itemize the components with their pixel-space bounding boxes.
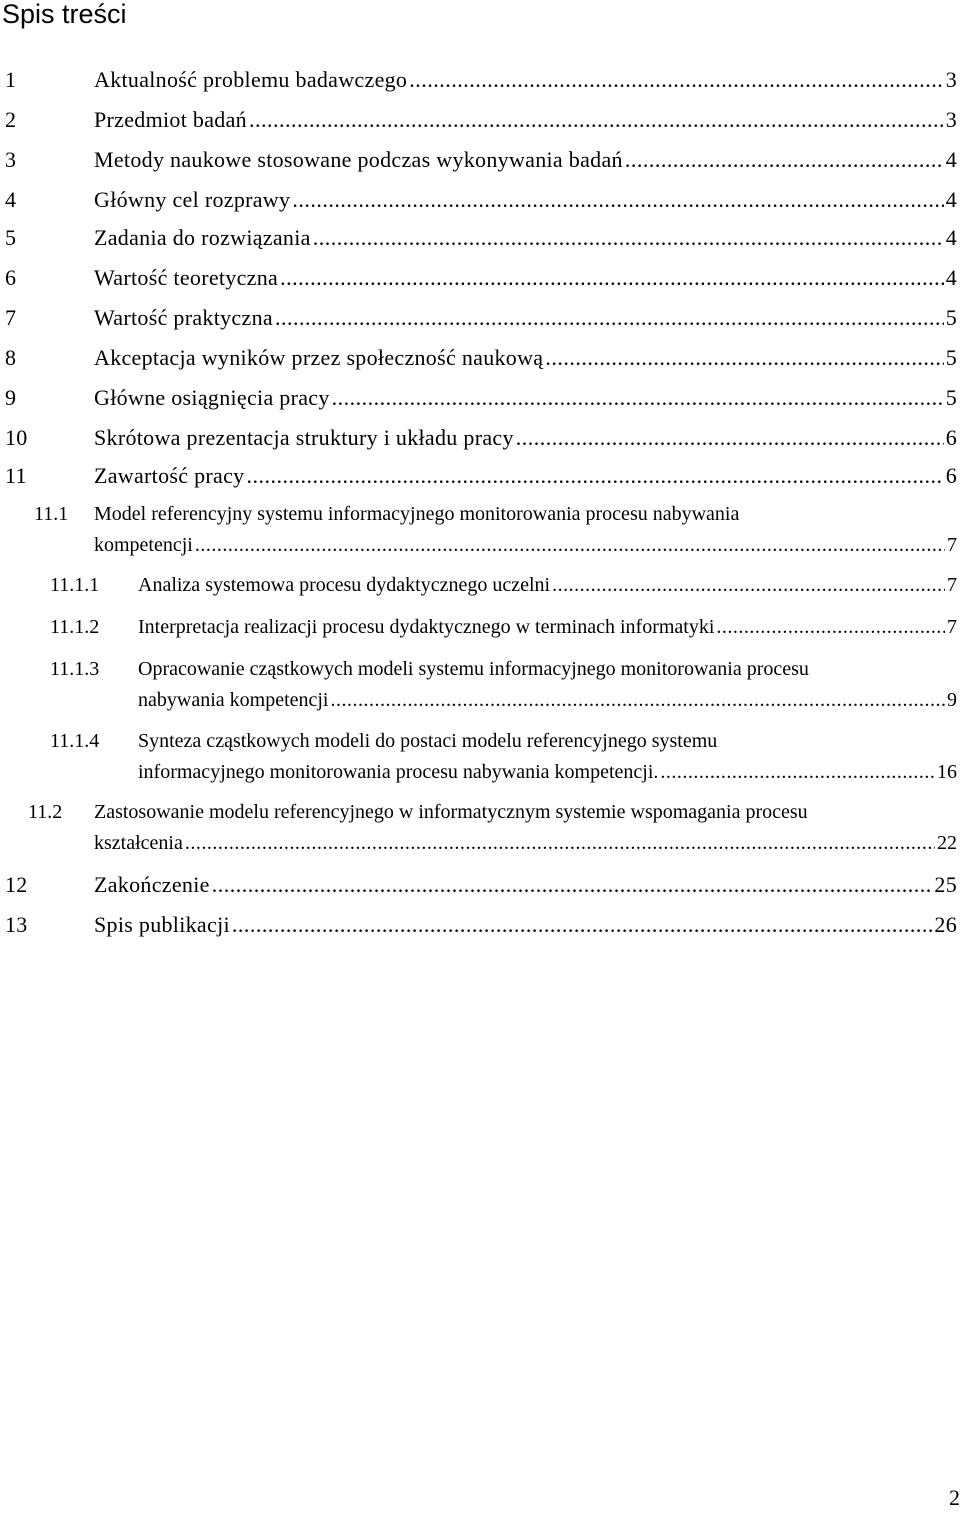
toc-entry-page: 16 (937, 761, 957, 783)
dot-leader (552, 571, 945, 600)
toc-entry-number: 11.1 (34, 503, 69, 525)
dot-leader (716, 613, 945, 642)
toc-entry-number: 12 (5, 872, 28, 897)
dot-leader (331, 686, 946, 715)
toc-entry-title: Wartość teoretyczna (94, 265, 279, 290)
dot-leader (545, 341, 943, 375)
toc-entry-title: Zawartość pracy (94, 463, 245, 488)
toc-entry-title: Przedmiot badań (94, 107, 247, 132)
toc-entry-title: Interpretacja realizacji procesu dydaktycznego w terminach informatyki (138, 616, 715, 638)
toc-entry-number: 3 (5, 147, 17, 172)
toc-entry-title: Skrótowa prezentacja struktury i układu pracy (94, 425, 514, 450)
toc-entry-page: 6 (945, 463, 957, 488)
page-title: Spis treści (2, 0, 127, 29)
toc-entry-title: informacyjnego monitorowania procesu nabywania kompetencji. (138, 761, 659, 783)
toc-entry-title-line1: Model referencyjny systemu informacyjnego monitorowania procesu nabywania (94, 503, 740, 525)
dot-leader (275, 301, 944, 335)
toc-entry-number: 10 (5, 425, 28, 450)
toc-entry-number: 5 (5, 225, 17, 250)
toc-entry-number: 7 (5, 305, 17, 330)
dot-leader (195, 531, 945, 560)
dot-leader (292, 183, 943, 217)
toc-entry-title: kompetencji (94, 534, 193, 556)
toc-entry-page: 25 (934, 872, 957, 897)
toc-entry-page: 7 (947, 574, 957, 596)
toc-entry-number: 13 (5, 912, 28, 937)
toc-entry-title: Aktualność problemu badawczego (94, 67, 408, 92)
toc-entry-page: 4 (945, 265, 957, 290)
toc-entry-number: 6 (5, 265, 17, 290)
dot-leader (313, 221, 944, 255)
toc-entry-number: 11 (5, 463, 27, 488)
dot-leader (246, 459, 943, 493)
dot-leader (212, 868, 933, 902)
toc-entry-page: 22 (937, 832, 957, 854)
toc-entry-title: Główne osiągnięcia pracy (94, 385, 330, 410)
toc-entry-title: kształcenia (94, 832, 183, 854)
toc-entry-title: Zadania do rozwiązania (94, 225, 311, 250)
toc-entry-page: 5 (945, 305, 957, 330)
toc-entry-number: 2 (5, 107, 17, 132)
dot-leader (409, 63, 943, 97)
page-number: 2 (949, 1485, 960, 1510)
toc-entry-page: 4 (945, 225, 957, 250)
dot-leader (232, 908, 933, 942)
toc-entry-title: Metody naukowe stosowane podczas wykonywania badań (94, 147, 623, 172)
toc-entry-page: 4 (945, 187, 957, 212)
toc-entry-number: 4 (5, 187, 17, 212)
toc-entry-title: Zakończenie (94, 872, 210, 897)
toc-entry-page: 5 (945, 385, 957, 410)
toc-entry-number: 9 (5, 385, 17, 410)
toc-entry-title: Spis publikacji (94, 912, 230, 937)
toc-entry-page: 5 (945, 345, 957, 370)
toc-entry-page: 9 (947, 689, 957, 711)
toc-entry-number: 11.2 (28, 801, 63, 823)
toc-entry-page: 3 (945, 67, 957, 92)
toc-entry-title-line1: Zastosowanie modelu referencyjnego w informatycznym systemie wspomagania procesu (94, 801, 808, 823)
toc-entry-number: 11.1.1 (50, 574, 100, 596)
toc-entry-title: Analiza systemowa procesu dydaktycznego uczelni (138, 574, 551, 596)
toc-entry-number: 8 (5, 345, 17, 370)
dot-leader (332, 381, 944, 415)
dot-leader (249, 103, 944, 137)
dot-leader (660, 758, 935, 787)
toc-entry-title-line1: Opracowanie cząstkowych modeli systemu informacyjnego monitorowania procesu (138, 658, 809, 680)
toc-entry-number: 11.1.4 (50, 730, 100, 752)
dot-leader (280, 261, 944, 295)
toc-entry-number: 1 (5, 67, 17, 92)
toc-entry-page: 6 (945, 425, 957, 450)
toc-entry-page: 7 (947, 534, 957, 556)
toc-entry-page: 26 (934, 912, 957, 937)
dot-leader (185, 829, 935, 858)
toc-entry-title: Główny cel rozprawy (94, 187, 291, 212)
toc-entry-page: 4 (945, 147, 957, 172)
toc-entry-title: nabywania kompetencji (138, 689, 329, 711)
dot-leader (516, 421, 944, 455)
toc-entry-page: 3 (945, 107, 957, 132)
toc-entry-number: 11.1.2 (50, 616, 100, 638)
toc-entry-title-line1: Synteza cząstkowych modeli do postaci modelu referencyjnego systemu (138, 730, 718, 752)
toc-entry-title: Wartość praktyczna (94, 305, 273, 330)
toc-entry-title: Akceptacja wyników przez społeczność naukową (94, 345, 544, 370)
toc-entry-number: 11.1.3 (50, 658, 100, 680)
dot-leader (625, 143, 944, 177)
toc-entry-page: 7 (947, 616, 957, 638)
